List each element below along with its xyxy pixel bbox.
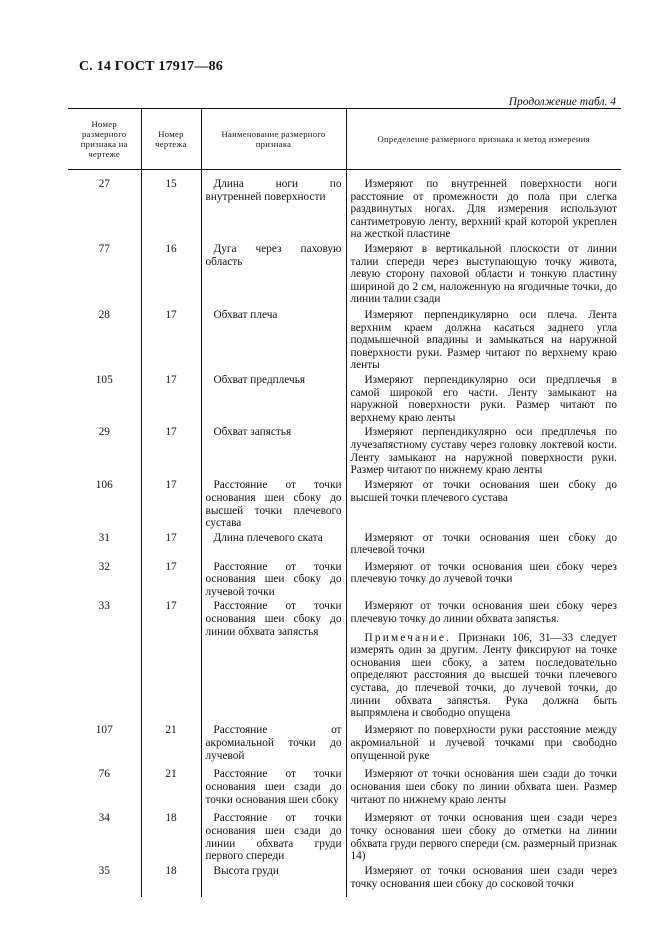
table-row [68, 766, 621, 810]
feature-number: 34 [98, 812, 110, 825]
drawing-number: 17 [141, 477, 201, 529]
feature-definition: Измеряют перпендикулярно оси предплечья в самой широкой его части. Ленту замыкают на наружной поверхности руки. Размер читают по верхнему краю ленты [350, 373, 617, 424]
feature-name: Расстояние от точки основания шеи сзади до линии обхвата груди первого спереди [205, 812, 342, 863]
feature-number: 107 [95, 724, 113, 737]
column-header-feature-number: Номер размерного признака на чертеже [68, 109, 141, 170]
feature-name: Расстояние от точки основания шеи сбоку до лучевой точки [205, 560, 342, 598]
table-row [68, 170, 621, 241]
drawing-number: 16 [141, 241, 201, 307]
column-header-definition: Определение размерного признака и метод измерения [346, 109, 621, 170]
table-row [68, 241, 621, 307]
drawing-number: 18 [141, 863, 201, 897]
table-row [68, 559, 621, 599]
drawing-number: 17 [141, 424, 201, 477]
table-row [68, 530, 621, 559]
feature-definition: Измеряют перпендикулярно оси плеча. Лента верхним краем должна касаться заднего угла подмышечной впадины и замыкаться на наружной поверхности руки. Размер читают по верхнему краю ленты [350, 308, 617, 372]
table-row [68, 477, 621, 529]
feature-number: 27 [98, 178, 110, 190]
feature-number: 105 [95, 373, 113, 386]
feature-definition: Измеряют от точки основания шеи сбоку до плечевой точки [350, 531, 617, 557]
feature-name: Расстояние от акромиальной точки до лучевой [205, 724, 342, 762]
feature-name: Расстояние от точки основания шеи сзади до точки основания шеи сбоку [205, 768, 342, 806]
measurement-table [68, 108, 621, 897]
feature-number: 29 [98, 426, 110, 439]
drawing-number: 17 [141, 372, 201, 424]
feature-number: 35 [98, 865, 110, 878]
feature-definition: Измеряют от точки основания шеи сзади через точку основания шеи сбоку до отметки на линии обхвата груди первого спереди (см. размерный признак 14) [350, 812, 617, 863]
table-header-row [68, 109, 621, 170]
column-header-drawing-number: Номер чертежа [141, 109, 201, 170]
drawing-number: 17 [141, 530, 201, 559]
note-text: Признаки 106, 31—33 следует измерять один за другим. Ленту фиксируют на точке основания шеи сбоку, а затем последовательно определяют расстояния до высшей точки плечевого сустава, до плечевой точки, до лучевой точки, до линии обхвата запястья. Рука должна быть выпрямлена и свободно опущена [350, 631, 617, 720]
table-row [68, 863, 621, 897]
drawing-number: 21 [141, 722, 201, 766]
feature-name: Обхват предплечья [213, 373, 306, 386]
table-row [68, 598, 621, 722]
feature-name: Расстояние от точки основания шеи сбоку до линии обхвата запястья [205, 600, 342, 638]
feature-number: 106 [95, 479, 113, 492]
note [351, 632, 618, 720]
drawing-number: 15 [141, 170, 201, 241]
feature-number: 77 [98, 242, 110, 255]
note-label: Примечание. [364, 631, 452, 644]
feature-name: Обхват запястья [213, 426, 292, 439]
page-header: С. 14 ГОСТ 17917—86 [79, 59, 223, 74]
feature-definition: Измеряют от точки основания шеи сзади через точку основания шеи сбоку до сосковой точки [350, 865, 617, 891]
feature-name: Дуга через паховую область [205, 242, 342, 268]
feature-definition: Измеряют от точки основания шеи сбоку до высшей точки плечевого сустава [350, 479, 617, 504]
feature-name: Расстояние от точки основания шеи сбоку до высшей точки плечевого сустава [205, 479, 342, 530]
feature-name: Длина ноги по внутренней поверхности [205, 178, 342, 203]
feature-definition: Измеряют в вертикальной плоскости от линии талии спереди через выступающую точку живота, левую сторону паховой области и тонкую пластину шириной до 2 см, наложенную на ягодичные точки, до линии талии сзади [350, 242, 617, 306]
feature-number: 28 [98, 308, 110, 321]
feature-definition: Измеряют от точки основания шеи сбоку через плечевую точку до лучевой точки [350, 560, 617, 586]
table-row [68, 424, 621, 477]
feature-name: Длина плечевого ската [213, 531, 323, 544]
feature-name: Высота груди [213, 865, 279, 878]
table-row [68, 372, 621, 424]
feature-definition: Измеряют по поверхности руки расстояние между акромиальной и лучевой точками при свободно опущенной руке [350, 724, 617, 762]
feature-definition: Измеряют по внутренней поверхности ноги расстояние от промежности до пола при слегка раздвинутых ногах. Для измерения используют сантиметровую ленту, верхний край которой укреплен на жесткой пластине [350, 178, 617, 241]
drawing-number: 21 [141, 766, 201, 810]
feature-definition: Измеряют от точки основания шеи сбоку через плечевую точку до линии обхвата запястья. [350, 600, 617, 626]
feature-number: 32 [98, 560, 110, 573]
drawing-number: 18 [141, 810, 201, 863]
feature-definition: Измеряют от точки основания шеи сзади до точки основания шеи сбоку по линии обхвата шеи. Размер читают по нижнему краю ленты [350, 768, 617, 806]
table-row [68, 307, 621, 372]
feature-number: 33 [98, 600, 110, 613]
drawing-number: 17 [141, 559, 201, 599]
feature-name: Обхват плеча [213, 308, 278, 321]
feature-definition: Измеряют перпендикулярно оси предплечья по лучезапястному суставу через головку локтевой кости. Ленту замыкают на наружной поверхности руки. Размер читают по нижнему краю ленты [350, 426, 617, 477]
table-continuation-label: Продолжение табл. 4 [508, 96, 616, 108]
table-row [68, 810, 621, 863]
drawing-number: 17 [141, 598, 201, 722]
column-header-feature-name: Наименование размерного признака [201, 109, 346, 170]
feature-number: 76 [98, 768, 110, 781]
table-row [68, 722, 621, 766]
drawing-number: 17 [141, 307, 201, 372]
feature-number: 31 [98, 531, 110, 544]
